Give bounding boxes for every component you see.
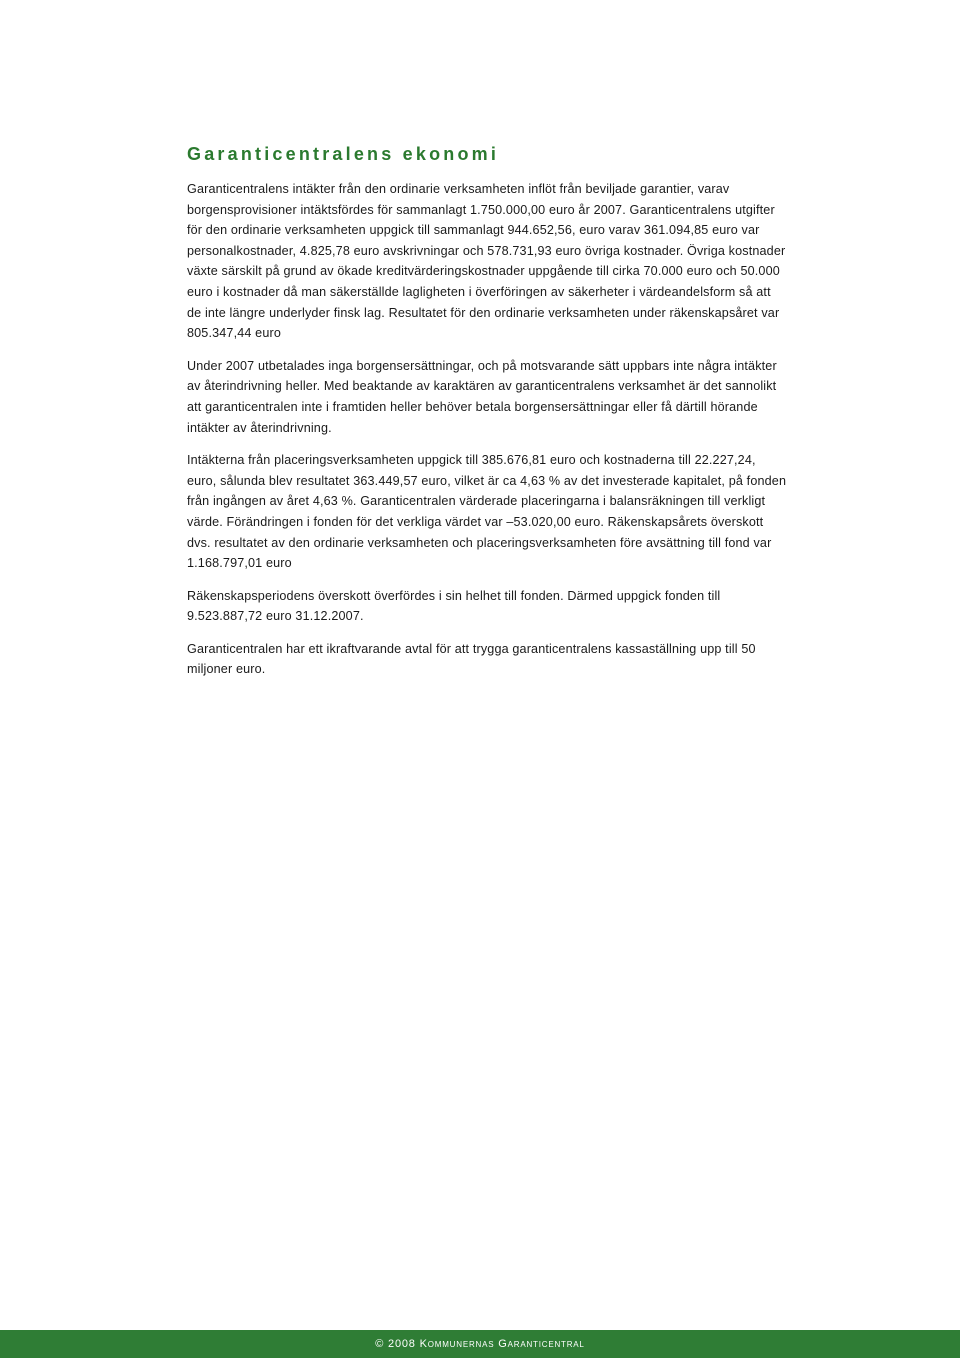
paragraph-liquidity-agreement: Garanticentralen har ett ikraftvarande avtal för att trygga garanticentralens kassaställning upp till 50 miljoner euro. (187, 641, 756, 677)
paragraph-surplus-fund: Räkenskapsperiodens överskott överfördes i sin helhet till fonden. Därmed uppgick fonden till 9.523.887,72 euro 31.12.2007. (187, 588, 721, 624)
page-content (187, 143, 787, 692)
footer-bar (0, 1330, 960, 1358)
page-title: Garanticentralens ekonomi (187, 144, 500, 164)
paragraph-guarantee-compensation: Under 2007 utbetalades inga borgensersättningar, och på motsvarande sätt uppbars inte några intäkter av återindrivning heller. Med beaktande av karaktären av garanticentralens verksamhet är det sannolikt att garanticentralen inte i framtiden heller behöver betala borgensersättningar eller få därtill hörande intäkter av återindrivning. (187, 358, 777, 435)
paragraph-revenue-costs: Garanticentralens intäkter från den ordinarie verksamheten inflöt från beviljade garantier, varav borgensprovisioner intäktsfördes för sammanlagt 1.750.000,00 euro år 2007. Garanticentralens utgifter för den ordinarie verksamheten uppgick till sammanlagt 944.652,56, euro varav 361.094,85 euro var personalkostnader, 4.825,78 euro avskrivningar och 578.731,93 euro övriga kostnader. Övriga kostnader växte särskilt på grund av ökade kreditvärderingskostnader uppgående till cirka 70.000 euro och 50.000 euro i kostnader då man säkerställde lagligheten i överföringen av säkerheter i värdeandelsform så att de inte längre underlyder finsk lag. Resultatet för den ordinarie verksamheten under räkenskapsåret var 805.347,44 euro (187, 182, 786, 341)
paragraph-investment-activity: Intäkterna från placeringsverksamheten uppgick till 385.676,81 euro och kostnaderna till 22.227,24, euro, sålunda blev resultatet 363.449,57 euro, vilket är ca 4,63 % av det investerade kapitalet, på fonden från ingången av året 4,63 %. Garanticentralen värderade placeringarna i balansräkningen till verkligt värde. Förändringen i fonden för det verkliga värdet var –53.020,00 euro. Räkenskapsårets överskott dvs. resultatet av den ordinarie verksamheten och placeringsverksamheten före avsättning till fond var 1.168.797,01 euro (187, 453, 787, 571)
footer-copyright: © 2008 Kommunernas Garanticentral (375, 1338, 585, 1350)
